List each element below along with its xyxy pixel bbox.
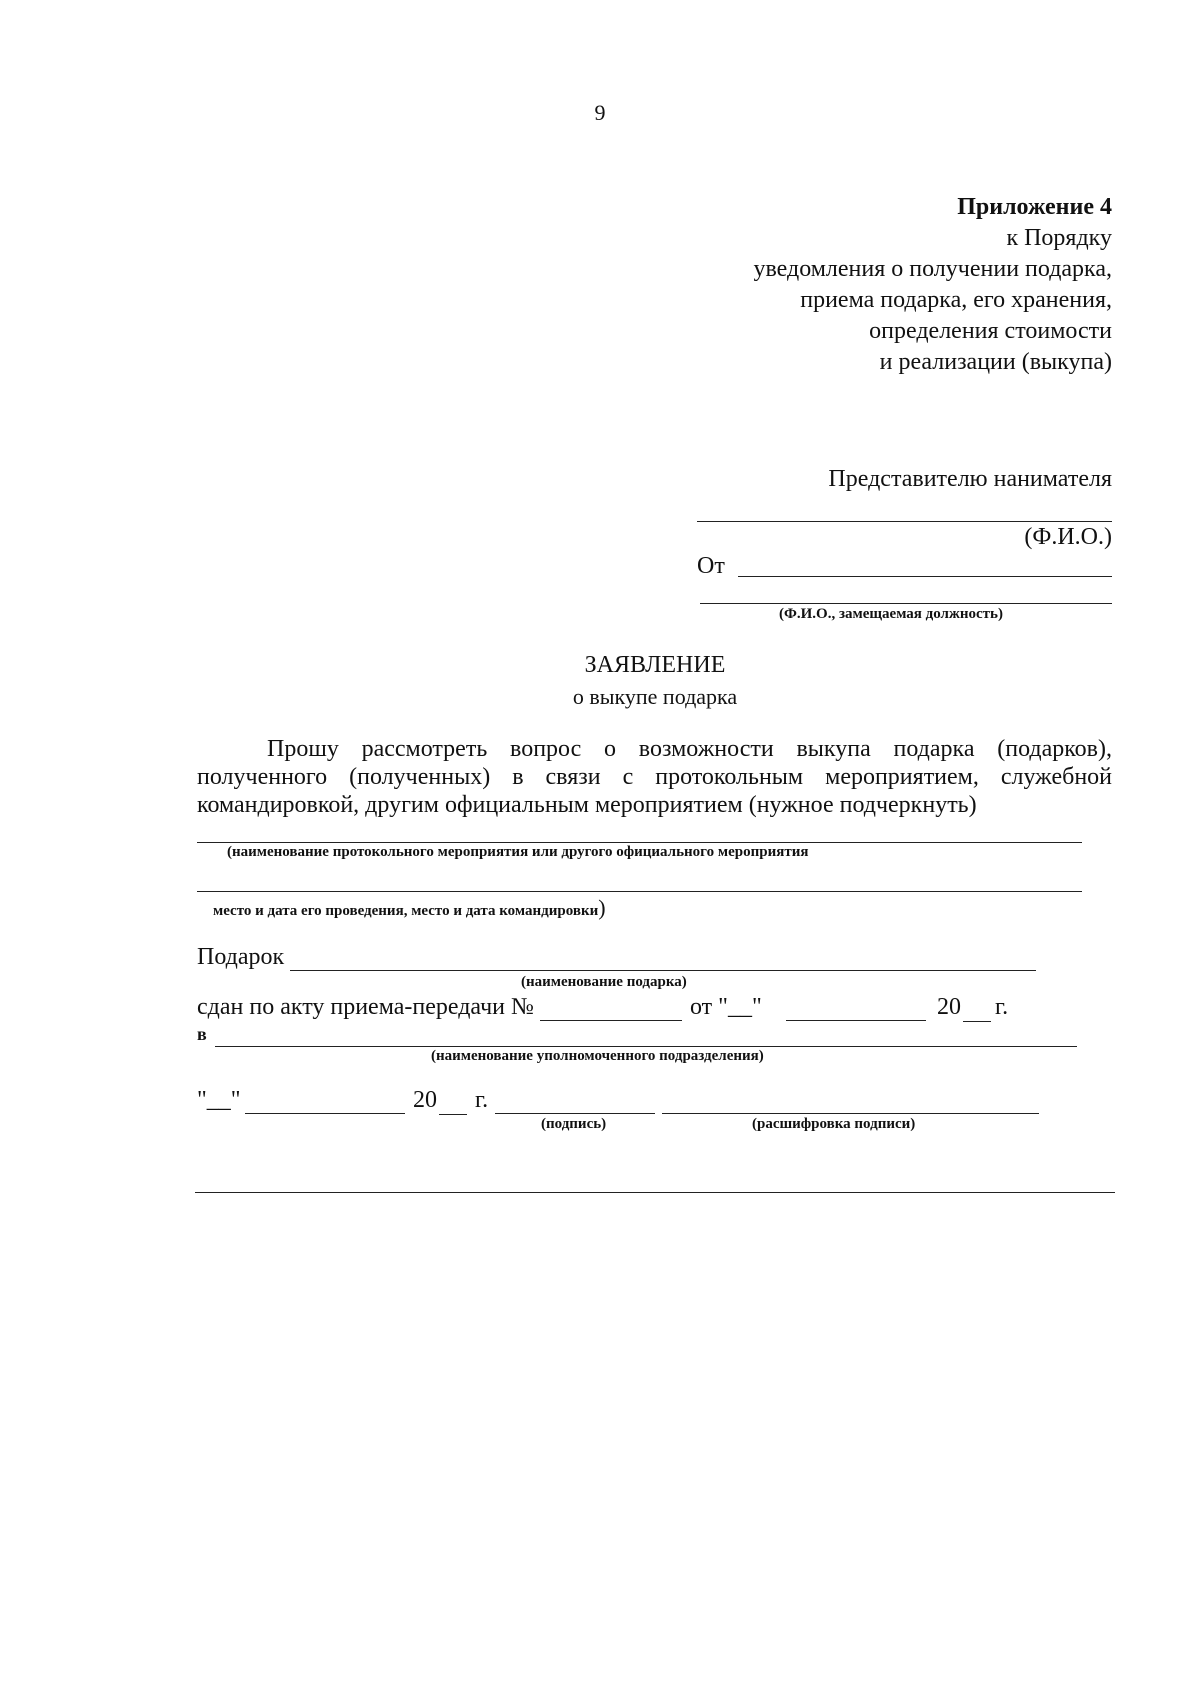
appendix-line: приема подарка, его хранения,	[800, 287, 1112, 313]
act-label: сдан по акту приема-передачи №	[197, 994, 534, 1020]
gift-name-line[interactable]	[290, 970, 1036, 971]
from-fio-line[interactable]	[738, 576, 1112, 577]
signature-year-blank	[439, 1087, 467, 1115]
event-name-caption: (наименование протокольного мероприятия или другого официального мероприятия	[227, 844, 809, 860]
signature-date-quote: "__"	[197, 1087, 241, 1113]
act-number-line[interactable]	[540, 1020, 682, 1021]
signature-year-suffix: г.	[475, 1087, 489, 1113]
signature-decode-caption: (расшифровка подписи)	[752, 1116, 916, 1132]
unit-name-line[interactable]	[215, 1046, 1077, 1047]
fio-position-caption: (Ф.И.О., замещаемая должность)	[779, 606, 1003, 622]
signature-year-prefix: 20	[413, 1087, 437, 1113]
unit-label: в	[197, 1024, 207, 1044]
document-subtitle: о выкупе подарка	[572, 684, 738, 709]
event-place-line[interactable]	[197, 891, 1082, 892]
bottom-divider	[195, 1192, 1115, 1193]
event-place-caption	[213, 895, 606, 921]
signature-year	[413, 1087, 488, 1115]
fio-caption: (Ф.И.О.)	[1024, 524, 1112, 550]
act-year-blank	[963, 994, 991, 1022]
act-year-prefix: 20	[937, 994, 961, 1020]
position-line[interactable]	[700, 603, 1112, 604]
from-label: От	[697, 553, 725, 579]
unit-name-caption: (наименование уполномоченного подразделения)	[431, 1048, 764, 1064]
appendix-title: Приложение 4	[957, 194, 1112, 220]
recipient-fio-line[interactable]	[697, 521, 1112, 522]
appendix-line: уведомления о получении подарка,	[753, 256, 1112, 282]
page-number: 9	[594, 100, 606, 125]
document-title: ЗАЯВЛЕНИЕ	[584, 652, 726, 678]
appendix-line: и реализации (выкупа)	[879, 349, 1112, 375]
application-body: Прошу рассмотреть вопрос о возможности выкупа подарка (подарков), полученного (полученных) в связи с протокольным мероприятием, служебной командировкой, другим официальным мероприятием (нужное подчеркнуть)	[197, 736, 1112, 818]
recipient-label: Представителю нанимателя	[828, 466, 1112, 492]
appendix-line: определения стоимости	[869, 318, 1112, 344]
gift-name-caption: (наименование подарка)	[521, 974, 687, 990]
event-name-line[interactable]	[197, 842, 1082, 843]
signature-decode-line[interactable]	[662, 1113, 1039, 1114]
gift-label: Подарок	[197, 944, 285, 970]
act-year	[937, 994, 1008, 1022]
signature-line[interactable]	[495, 1113, 655, 1114]
event-place-caption-paren: )	[598, 895, 606, 920]
appendix-line: к Порядку	[1006, 225, 1112, 251]
act-year-suffix: г.	[995, 994, 1009, 1020]
signature-month-line[interactable]	[245, 1113, 405, 1114]
act-date-quote: от "__"	[690, 994, 762, 1020]
signature-caption: (подпись)	[541, 1116, 607, 1132]
act-month-line[interactable]	[786, 1020, 926, 1021]
appendix-block	[512, 192, 1112, 378]
event-place-caption-text: место и дата его проведения, место и дата командировки	[213, 903, 599, 919]
